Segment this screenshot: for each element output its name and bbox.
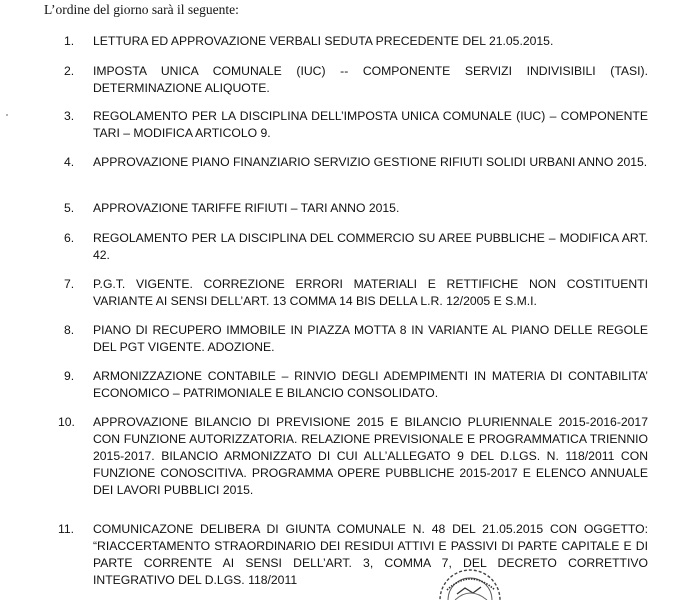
item-text: APPROVAZIONE BILANCIO DI PREVISIONE 2015 E BILANCIO PLURIENNALE 2015-2016-2017 CON FUNZIONE AUTORIZZATORIA. RELAZIONE PREVISIONALE E PROGRAMMATICA TRIENNIO 2015-2017. BILANCIO ARMONIZZATO DI CUI ALL’ALLEGATO 9 DEL D.LGS. N. 118/2011 CON FUNZIONE CONOSCITIVA. PROGRAMMA OPERE PUBBLICHE 2015-2017 E ELENCO ANNUALE DEI LAVORI PUBBLICI 2015. bbox=[93, 415, 648, 497]
item-number: 1. bbox=[64, 34, 75, 48]
official-stamp-seal bbox=[425, 560, 545, 600]
scan-speck bbox=[6, 114, 8, 116]
item-number: 9. bbox=[64, 369, 75, 383]
agenda-intro: L’ordine del giorno sarà il seguente: bbox=[44, 2, 239, 17]
item-number: 4. bbox=[64, 155, 75, 169]
item-text: REGOLAMENTO PER LA DISCIPLINA DELL’IMPOSTA UNICA COMUNALE (IUC) – COMPONENTE TARI – MODIFICA ARTICOLO 9. bbox=[93, 109, 648, 140]
item-text: APPROVAZIONE PIANO FINANZIARIO SERVIZIO GESTIONE RIFIUTI SOLIDI URBANI ANNO 2015. bbox=[93, 155, 648, 169]
item-number: 2. bbox=[64, 64, 75, 78]
item-text: PIANO DI RECUPERO IMMOBILE IN PIAZZA MOTTA 8 IN VARIANTE AL PIANO DELLE REGOLE DEL PGT VIGENTE. ADOZIONE. bbox=[93, 323, 648, 354]
item-number: 10. bbox=[58, 415, 75, 429]
item-number: 11. bbox=[58, 522, 75, 536]
item-text: IMPOSTA UNICA COMUNALE (IUC) -- COMPONENTE SERVIZI INDIVISIBILI (TASI). DETERMINAZIONE ALIQUOTE. bbox=[93, 64, 648, 95]
item-number: 6. bbox=[64, 231, 75, 245]
item-number: 3. bbox=[64, 109, 75, 123]
item-number: 7. bbox=[64, 277, 75, 291]
item-number: 8. bbox=[64, 323, 75, 337]
item-text: REGOLAMENTO PER LA DISCIPLINA DEL COMMERCIO SU AREE PUBBLICHE – MODIFICA ART. 42. bbox=[93, 231, 648, 262]
item-text: COMUNICAZONE DELIBERA DI GIUNTA COMUNALE N. 48 DEL 21.05.2015 CON OGGETTO: “RIACCERTAMENTO STRAORDINARIO DEI RESIDUI ATTIVI E PASSIVI DI PARTE CAPITALE E DI PARTE CORRENTE AI SENSI DELL’ART. 3, COMMA 7, DEL DECRETO CORRETTIVO INTEGRATIVO DEL D.LGS. 118/2011 bbox=[93, 522, 648, 587]
item-text: P.G.T. VIGENTE. CORREZIONE ERRORI MATERIALI E RETTIFICHE NON COSTITUENTI VARIANTE AI SENSI DELL’ART. 13 COMMA 14 BIS DELLA L.R. 12/2005 E S.M.I. bbox=[93, 277, 648, 308]
item-number: 5. bbox=[64, 201, 75, 215]
item-text: LETTURA ED APPROVAZIONE VERBALI SEDUTA PRECEDENTE DEL 21.05.2015. bbox=[93, 34, 554, 48]
item-text: ARMONIZZAZIONE CONTABILE – RINVIO DEGLI ADEMPIMENTI IN MATERIA DI CONTABILITA’ ECONOMICO – PATRIMONIALE E BILANCIO CONSOLIDATO. bbox=[93, 369, 648, 400]
item-text: APPROVAZIONE TARIFFE RIFIUTI – TARI ANNO 2015. bbox=[93, 201, 400, 215]
